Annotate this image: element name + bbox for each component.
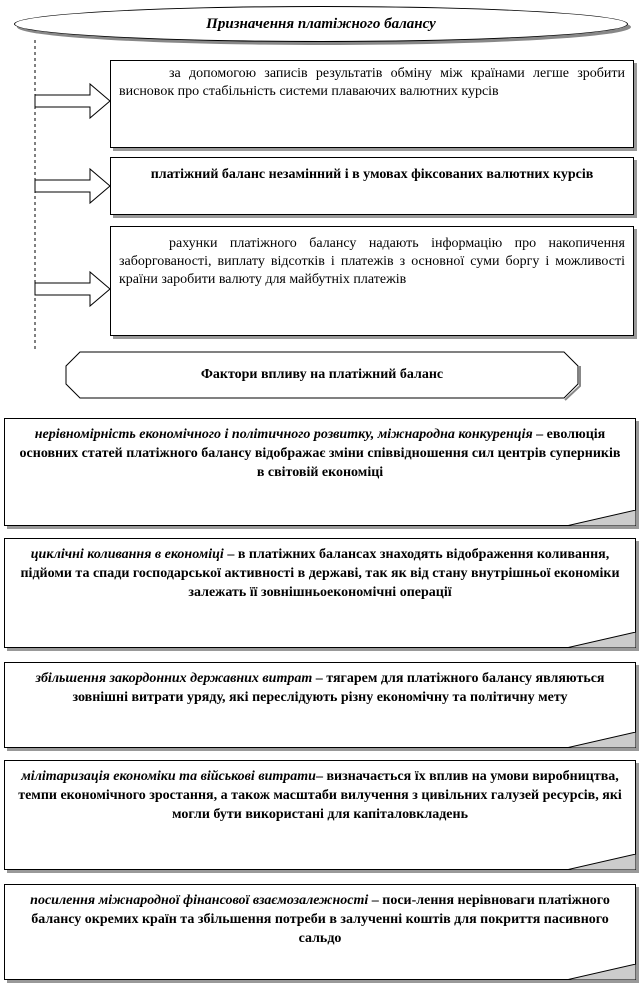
purpose-item-1: [110, 60, 634, 148]
factor-term: циклічні коливання в економіці: [30, 547, 224, 562]
factor-text: – визначається їх вплив на умови виробництва, темпи економічного зростання, а також масштаби вилучення з цивільних галузей ресурсів, які могли бути використані для капіталовкладень: [18, 769, 622, 822]
page-fold-icon: [566, 854, 636, 870]
arrow-right-icon: [35, 169, 110, 203]
factor-text: – поси-лення нерівноваги платіжного балансу окремих країн та збільшення потреби в залученні коштів для покриття пасивного сальдо: [31, 893, 610, 946]
purpose-item-3: [110, 226, 634, 336]
page-fold-icon: [566, 510, 636, 526]
page-fold-icon: [566, 732, 636, 748]
purpose-item-text: платіжний баланс незамінний і в умовах фіксованих валютних курсів: [150, 167, 594, 182]
purpose-item-2: [110, 157, 634, 215]
factor-text: – тягарем для платіжного балансу являються зовнішні витрати уряду, які переслідують різну економічну та політичну мету: [72, 671, 605, 705]
arrow-right-icon: [35, 84, 110, 118]
page-fold-icon: [566, 964, 636, 980]
factor-item-4: [4, 760, 636, 870]
arrow-right-icon: [35, 272, 110, 306]
factor-item-3: [4, 662, 636, 748]
factors-title: Фактори впливу на платіжний баланс: [200, 367, 444, 382]
purpose-title: Призначення платіжного балансу: [14, 6, 628, 42]
factor-term: нерівномірність економічного і політичного розвитку, міжнародна конкуренція: [34, 427, 533, 442]
factor-item-1: [4, 418, 636, 526]
factor-text: – в платіжних балансах знаходять відображення коливання, підйоми та спади господарської активності в державі, так як від стану внутрішньої економіки залежать її зовнішньоекономічні операції: [20, 547, 620, 600]
purpose-item-text: рахунки платіжного балансу надають інформацію про накопичення заборгованості, виплату відсотків і платежів з основної суми боргу і можливості країни заробити валюту для майбутніх платежів: [119, 236, 625, 287]
factor-term: збільшення закордонних державних витрат: [35, 671, 313, 686]
factor-text: – еволюція основних статей платіжного балансу відображає зміни співвідношення сил центрів суперників в світовій економіці: [19, 427, 621, 480]
factor-term: посилення міжнародної фінансової взаємозалежності: [30, 893, 369, 908]
page-fold-icon: [566, 632, 636, 648]
factor-item-5: [4, 884, 636, 980]
purpose-item-text: за допомогою записів результатів обміну між країнами легше зробити висновок про стабільність системи плаваючих валютних курсів: [119, 66, 625, 99]
factor-item-2: [4, 538, 636, 648]
factor-term: мілітаризація економіки та військові витрати: [21, 769, 316, 784]
